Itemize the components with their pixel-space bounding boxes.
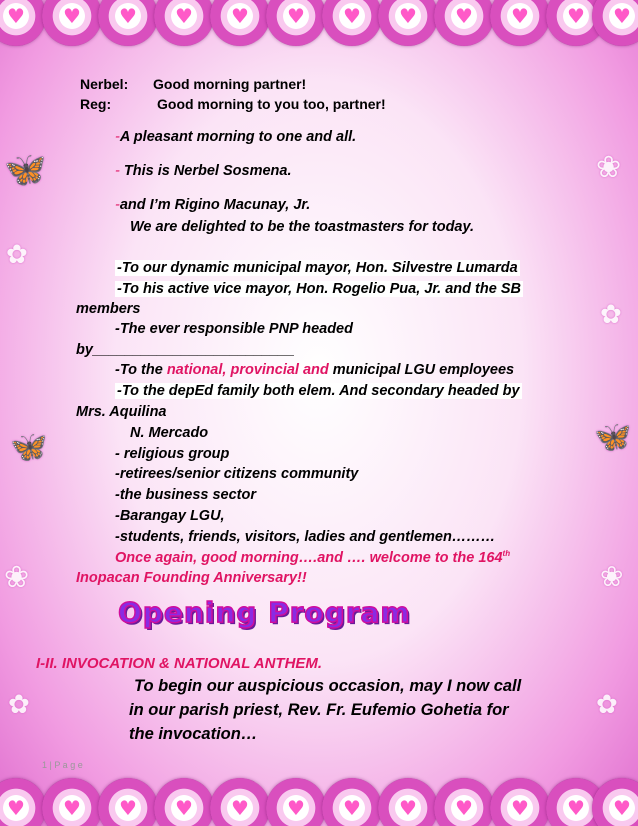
ack-vice-mayor: -To his active vice mayor, Hon. Rogelio Pua, Jr. and the SB xyxy=(117,281,521,297)
ack-mayor: -To our dynamic municipal mayor, Hon. Silvestre Lumarda xyxy=(117,260,518,276)
heart-ring-icon: ♥ xyxy=(98,778,158,826)
greeting-line: Good morning partner! xyxy=(153,76,307,92)
ack-business: -the business sector xyxy=(115,487,257,503)
speaker-label: Reg: xyxy=(80,96,112,112)
section-line-1: To begin our auspicious occasion, may I now call xyxy=(134,677,522,695)
welcome-line-cont: Inopacan Founding Anniversary!! xyxy=(76,570,307,586)
heart-ring-icon: ♥ xyxy=(98,0,158,46)
intro-line-1: -A pleasant morning to one and all. xyxy=(115,129,357,145)
heart-ring-icon: ♥ xyxy=(266,0,326,46)
page-footer: 1 | P a g e xyxy=(42,760,83,770)
ack-lgu: -To the national, provincial and municipal LGU employees xyxy=(115,362,515,378)
greeting-line: Good morning to you too, partner! xyxy=(157,96,386,112)
ack-barangay: -Barangay LGU, xyxy=(115,508,225,524)
heart-ring-icon: ♥ xyxy=(42,0,102,46)
heart-ring-icon: ♥ xyxy=(210,778,270,826)
section-line-2: in our parish priest, Rev. Fr. Eufemio Gohetia for xyxy=(129,701,509,719)
intro-line-2: - This is Nerbel Sosmena. xyxy=(115,163,292,179)
flower-icon: ✿ xyxy=(600,300,622,330)
program-title: Opening Program xyxy=(118,596,411,629)
ack-pnp: -The ever responsible PNP headed xyxy=(115,321,353,337)
butterfly-icon: 🦋 xyxy=(4,150,47,190)
heart-ring-icon: ♥ xyxy=(154,0,214,46)
heart-ring-icon: ♥ xyxy=(546,0,606,46)
heart-ring-icon: ♥ xyxy=(322,0,382,46)
heart-ring-icon: ♥ xyxy=(592,778,638,826)
flower-icon: ❀ xyxy=(596,150,622,185)
heart-ring-icon: ♥ xyxy=(154,778,214,826)
flower-icon: ✿ xyxy=(8,690,30,720)
intro-line-4: We are delighted to be the toastmasters for today. xyxy=(130,219,475,235)
flower-icon: ❀ xyxy=(4,560,30,595)
heart-ring-icon: ♥ xyxy=(490,778,550,826)
greeting-row xyxy=(80,96,111,112)
heart-ring-icon: ♥ xyxy=(42,778,102,826)
butterfly-icon: 🦋 xyxy=(10,430,48,465)
butterfly-icon: 🦋 xyxy=(594,420,632,455)
section-line-3: the invocation… xyxy=(129,725,258,743)
ack-students: -students, friends, visitors, ladies and gentlemen……… xyxy=(115,529,496,545)
ack-retirees: -retirees/senior citizens community xyxy=(115,466,359,482)
heart-ring-icon: ♥ xyxy=(378,778,438,826)
speaker-label: Nerbel: xyxy=(80,76,129,92)
flower-icon: ✿ xyxy=(596,690,618,720)
flower-icon: ✿ xyxy=(6,240,28,270)
greeting-row xyxy=(80,76,128,92)
ack-deped-name: Mrs. Aquilina xyxy=(76,404,167,420)
heart-ring-icon: ♥ xyxy=(0,778,46,826)
heart-ring-icon: ♥ xyxy=(434,0,494,46)
heart-ring-icon: ♥ xyxy=(546,778,606,826)
heart-ring-icon: ♥ xyxy=(490,0,550,46)
ack-deped: -To the depEd family both elem. And secondary headed by xyxy=(117,383,520,399)
heart-ring-icon: ♥ xyxy=(592,0,638,46)
ack-deped-name-cont: N. Mercado xyxy=(130,425,209,441)
section-heading: I-II. INVOCATION & NATIONAL ANTHEM. xyxy=(36,655,323,672)
ack-religious: - religious group xyxy=(115,446,230,462)
heart-ring-icon: ♥ xyxy=(434,778,494,826)
ack-vice-mayor-cont: members xyxy=(76,301,141,317)
intro-line-3: -and I’m Rigino Macunay, Jr. xyxy=(115,197,311,213)
heart-ring-icon: ♥ xyxy=(0,0,46,46)
flower-icon: ❀ xyxy=(600,560,624,593)
heart-ring-icon: ♥ xyxy=(266,778,326,826)
heart-ring-icon: ♥ xyxy=(210,0,270,46)
heart-ring-icon: ♥ xyxy=(378,0,438,46)
heart-ring-icon: ♥ xyxy=(322,778,382,826)
ack-pnp-blank: by_________________________ xyxy=(76,342,295,358)
welcome-line: Once again, good morning….and …. welcome to the 164th xyxy=(115,549,511,566)
